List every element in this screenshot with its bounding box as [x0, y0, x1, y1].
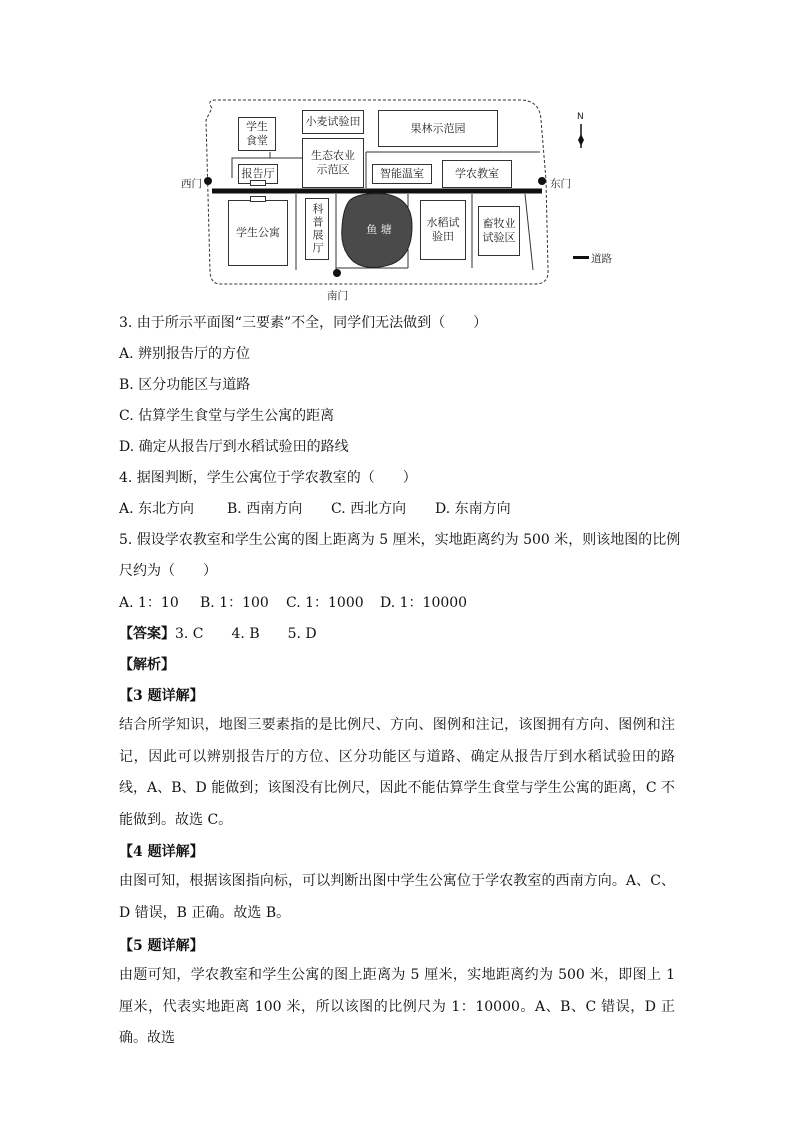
detail-3-body: 结合所学知识，地图三要素指的是比例尺、方向、图例和注记，该图拥有方向、图例和注记，因此可以辨别报告厅的方位、区分功能区与道路、确定从报告厅到水稻试验田的路线，A、B、D 能做到；该图没有比例尺，因此不能估算学生食堂与学生公寓的距离，C 不能做到。故选 C。: [119, 717, 675, 828]
question-4-option-d: D. 东南方向: [435, 501, 511, 517]
answer-label: 【答案】: [119, 626, 175, 642]
detail-5-heading: 【5 题详解】: [119, 938, 204, 954]
region-rice-field: [420, 200, 466, 260]
small-gate-box: [250, 196, 266, 202]
question-5-stem-line2: 尺约为（ ）: [119, 563, 217, 579]
question-5-option-b: B. 1：100: [200, 595, 269, 611]
region-livestock-label: 畜牧业试验区: [482, 217, 516, 244]
question-5-option-a: A. 1：10: [119, 595, 179, 611]
region-orchard: [378, 110, 498, 147]
map-outline: [0, 0, 794, 310]
region-dorm-label: 学生公寓: [236, 226, 280, 239]
small-gate-box: [250, 180, 266, 186]
region-cafeteria: [238, 117, 276, 151]
question-4-options: [119, 498, 511, 518]
detail-3-heading: 【3 题详解】: [119, 688, 204, 704]
region-science-label: 科普展厅: [311, 203, 324, 255]
question-3-option-a: A. 辨别报告厅的方位: [119, 346, 251, 362]
region-lecture-label: 报告厅: [241, 167, 275, 180]
answer-line: [119, 623, 317, 643]
question-5-option-c: C. 1：1000: [286, 595, 364, 611]
question-3-option-c: C. 估算学生食堂与学生公寓的距离: [119, 408, 335, 424]
west-gate-dot: [204, 177, 212, 185]
answer-text: 3. C 4. B 5. D: [175, 626, 317, 642]
question-3-option-b: B. 区分功能区与道路: [119, 377, 251, 393]
region-wheat-field: [302, 110, 364, 134]
detail-4-body: 由图可知，根据该图指向标，可以判断出图中学生公寓位于学农教室的西南方向。A、C、D 错误，B 正确。故选 B。: [119, 873, 675, 921]
west-gate-label: 西门: [181, 178, 202, 190]
path-line: [525, 194, 533, 270]
region-orchard-label: 果林示范园: [410, 121, 466, 135]
question-4-option-b: B. 西南方向: [227, 501, 303, 517]
region-classroom-label: 学农教室: [455, 167, 499, 180]
question-3-stem: 3. 由于所示平面图“三要素”不全，同学们无法做到（ ）: [119, 315, 488, 331]
question-4-stem: 4. 据图判断，学生公寓位于学农教室的（ ）: [119, 470, 417, 486]
question-4-option-a: A. 东北方向: [119, 501, 195, 517]
region-livestock: [478, 206, 520, 256]
question-4-option-c: C. 西北方向: [331, 501, 407, 517]
south-gate-label: 南门: [327, 290, 348, 302]
legend-road-label: 道路: [591, 253, 612, 265]
region-eco-agriculture: [302, 138, 364, 188]
campus-map: [0, 0, 794, 310]
detail-5-body: 由题可知，学农教室和学生公寓的图上距离为 5 厘米，实地距离约为 500 米，即图上 1 厘米，代表实地距离 100 米，所以该图的比例尺为 1：10000。A、B、C 错误，D 正确。故选: [119, 967, 675, 1046]
question-5-option-d: D. 1：10000: [380, 595, 468, 611]
region-fish-pond: [352, 222, 406, 238]
north-arrow-head-icon: [578, 134, 584, 146]
question-5-options: [119, 592, 467, 612]
analysis-label: 【解析】: [119, 657, 175, 673]
region-eco-label: 生态农业示范区: [311, 149, 355, 176]
south-gate-dot: [333, 269, 341, 277]
region-dorm: [228, 200, 288, 266]
east-gate-label: 东门: [550, 178, 571, 190]
region-wheat-label: 小麦试验田: [305, 115, 361, 128]
region-cafeteria-label: 学生食堂: [246, 120, 268, 147]
region-rice-label: 水稻试验田: [426, 216, 460, 243]
region-science-hall: [305, 198, 329, 260]
north-label: N: [577, 112, 584, 122]
region-classroom: [442, 160, 512, 188]
question-3-option-d: D. 确定从报告厅到水稻试验田的路线: [119, 439, 349, 455]
legend-road-symbol: [573, 256, 589, 259]
region-greenhouse-label: 智能温室: [380, 167, 424, 180]
region-greenhouse: [372, 164, 432, 184]
question-5-stem-line1: 5. 假设学农教室和学生公寓的图上距离为 5 厘米，实地距离约为 500 米，则该地图的比例: [119, 532, 681, 548]
east-gate-dot: [538, 177, 546, 185]
region-pond-label: 鱼 塘: [366, 223, 392, 236]
detail-4-heading: 【4 题详解】: [119, 844, 204, 860]
